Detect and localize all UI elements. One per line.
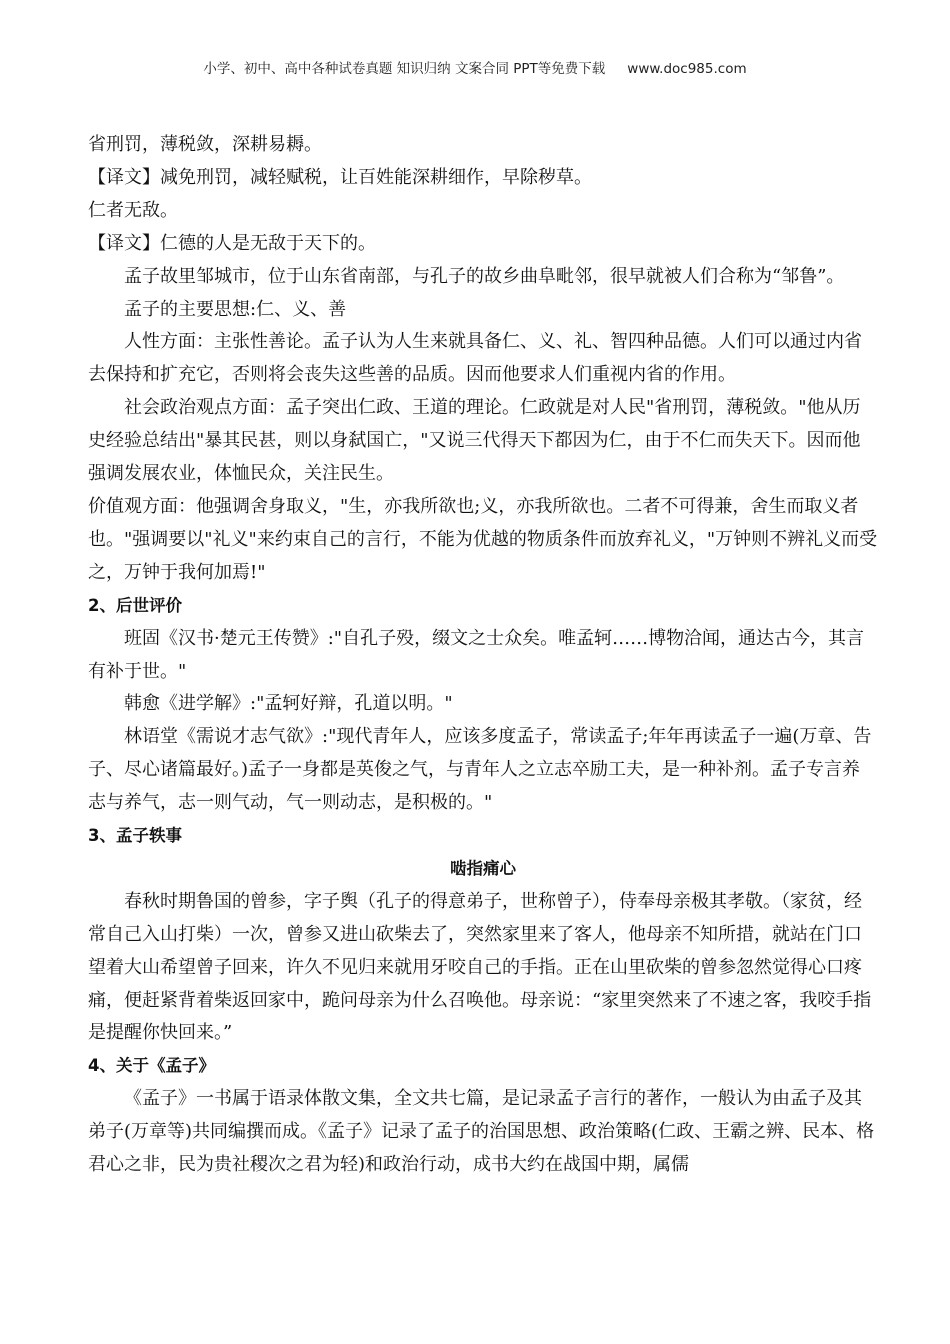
paragraph: 人性方面：主张性善论。孟子认为人生来就具备仁、义、礼、智四种品德。人们可以通过内省去保持和扩充它，否则将会丧失这些善的品质。因而他要求人们重视内省的作用。	[88, 331, 862, 386]
section-heading: 2、后世评价	[88, 595, 182, 615]
paragraph: 孟子的主要思想:仁、义、善	[124, 298, 347, 320]
paragraph: 韩愈《进学解》:"孟轲好辩，孔道以明。"	[124, 693, 453, 715]
section-heading: 4、关于《孟子》	[88, 1056, 215, 1076]
story-title: 啮指痛心	[450, 858, 516, 878]
document-body	[88, 129, 878, 1182]
section-heading: 3、孟子轶事	[88, 826, 182, 846]
paragraph: 班固《汉书·楚元王传赞》:"自孔子殁，缀文之士众矣。唯孟轲……博物洽闻，通达古今，其言有补于世。"	[88, 627, 865, 682]
paragraph: 《孟子》一书属于语录体散文集，全文共七篇，是记录孟子言行的著作，一般认为由孟子及其弟子(万章等)共同编撰而成。《孟子》记录了孟子的治国思想、政治策略(仁政、王霸之辨、民本、格君心之非，民为贵社稷次之君为轻)和政治行动，成书大约在战国中期，属儒	[88, 1088, 875, 1176]
paragraph: 社会政治观点方面：孟子突出仁政、王道的理论。仁政就是对人民"省刑罚，薄税敛。"他从历史经验总结出"暴其民甚，则以身弑国亡，"又说三代得天下都因为仁，由于不仁而失天下。因而他强调发展农业，体恤民众，关注民生。	[88, 397, 861, 485]
header-text: 小学、初中、高中各种试卷真题 知识归纳 文案合同 PPT等免费下载	[203, 61, 606, 77]
paragraph: 林语堂《需说才志气欲》:"现代青年人，应该多度孟子，常读孟子;年年再读孟子一遍(万章、告子、尽心诸篇最好。)孟子一身都是英俊之气，与青年人之立志卒励工夫，是一种补剂。孟子专言养志与养气，志一则气动，气一则动志，是积极的。"	[88, 726, 872, 814]
paragraph: 【译文】减免刑罚，减轻赋税，让百姓能深耕细作，早除秽草。	[88, 166, 592, 188]
paragraph: 春秋时期鲁国的曾参，字子舆（孔子的得意弟子，世称曾子），侍奉母亲极其孝敬。（家贫，经常自己入山打柴）一次，曾参又进山砍柴去了，突然家里来了客人，他母亲不知所措，就站在门口望着大山希望曾子回来，许久不见归来就用牙咬自己的手指。正在山里砍柴的曾参忽然觉得心口疼痛，便赶紧背着柴返回家中，跪问母亲为什么召唤他。母亲说：“家里突然来了不速之客，我咬手指是提醒你快回来。”	[88, 890, 872, 1044]
page-header	[0, 57, 950, 77]
header-site-link[interactable]: www.doc985.com	[627, 61, 747, 77]
paragraph: 价值观方面：他强调舍身取义，"生，亦我所欲也;义，亦我所欲也。二者不可得兼，舍生而取义者也。"强调要以"礼义"来约束自己的言行，不能为优越的物质条件而放弃礼义，"万钟则不辨礼义而受之，万钟于我何加焉!"	[88, 495, 878, 583]
paragraph: 【译文】仁德的人是无敌于天下的。	[88, 232, 376, 254]
paragraph: 孟子故里邹城市，位于山东省南部，与孔子的故乡曲阜毗邻，很早就被人们合称为“邹鲁”。	[124, 265, 845, 287]
paragraph: 仁者无敌。	[88, 199, 178, 221]
paragraph: 省刑罚，薄税敛，深耕易耨。	[88, 134, 322, 155]
